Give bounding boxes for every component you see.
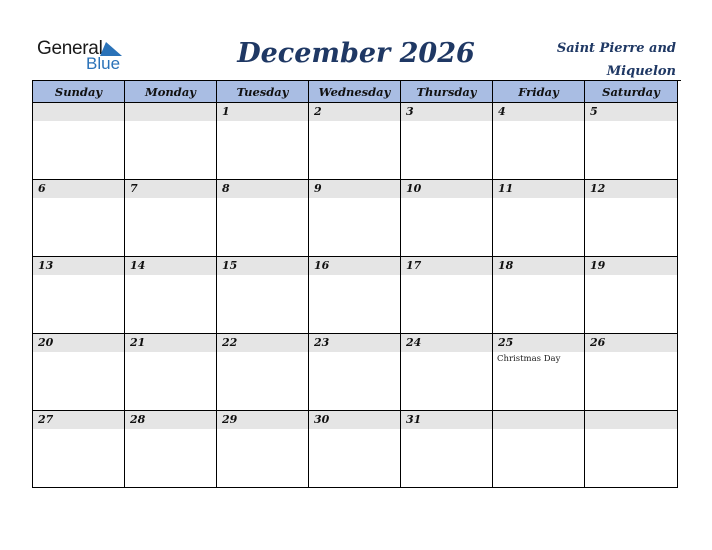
calendar-grid <box>32 80 681 488</box>
day-cell <box>493 103 585 180</box>
day-cell <box>493 180 585 257</box>
day-number: 17 <box>406 259 422 272</box>
day-cell <box>493 257 585 334</box>
day-cell <box>217 334 309 411</box>
day-cell <box>585 103 678 180</box>
day-cell <box>217 180 309 257</box>
day-bar <box>493 103 584 121</box>
day-number: 23 <box>314 336 330 349</box>
day-number: 28 <box>130 413 146 426</box>
day-bar <box>217 103 308 121</box>
day-number: 15 <box>222 259 238 272</box>
day-cell <box>33 103 125 180</box>
day-cell <box>309 103 401 180</box>
weekday-header: Saturday <box>585 81 678 103</box>
week-row <box>33 257 681 334</box>
day-bar <box>493 411 584 429</box>
day-number: 8 <box>222 182 230 195</box>
week-row <box>33 411 681 488</box>
day-cell <box>309 180 401 257</box>
day-number: 22 <box>222 336 238 349</box>
day-number: 7 <box>130 182 138 195</box>
day-number: 1 <box>222 105 230 118</box>
day-cell <box>125 334 217 411</box>
weekday-header: Friday <box>493 81 585 103</box>
day-number: 12 <box>590 182 606 195</box>
day-number: 9 <box>314 182 322 195</box>
day-cell <box>401 257 493 334</box>
day-bar <box>309 180 400 198</box>
day-number: 24 <box>406 336 422 349</box>
day-cell <box>585 334 678 411</box>
day-cell <box>401 103 493 180</box>
day-bar <box>33 103 124 121</box>
day-number: 25 <box>498 336 514 349</box>
logo-word-blue: Blue <box>86 54 121 73</box>
day-cell <box>493 334 585 411</box>
day-number: 30 <box>314 413 330 426</box>
day-cell <box>401 411 493 488</box>
day-bar <box>33 180 124 198</box>
day-cell <box>585 257 678 334</box>
day-cell <box>309 257 401 334</box>
weekday-header-row <box>33 81 681 103</box>
day-cell <box>33 180 125 257</box>
weekday-header: Monday <box>125 81 217 103</box>
day-cell <box>125 257 217 334</box>
day-number: 11 <box>498 182 514 195</box>
day-number: 10 <box>406 182 422 195</box>
day-cell <box>33 411 125 488</box>
day-cell <box>309 334 401 411</box>
day-bar <box>217 180 308 198</box>
week-row <box>33 180 681 257</box>
day-number: 26 <box>590 336 606 349</box>
day-number: 31 <box>406 413 422 426</box>
logo-word-general: General <box>37 38 103 59</box>
day-cell <box>217 411 309 488</box>
day-number: 14 <box>130 259 146 272</box>
day-number: 4 <box>498 105 506 118</box>
day-number: 21 <box>130 336 146 349</box>
day-cell <box>217 257 309 334</box>
day-bar <box>585 411 677 429</box>
weekday-header: Tuesday <box>217 81 309 103</box>
day-cell <box>493 411 585 488</box>
day-cell <box>125 411 217 488</box>
day-number: 20 <box>38 336 54 349</box>
day-bar <box>401 103 492 121</box>
day-cell <box>585 411 678 488</box>
day-cell <box>401 334 493 411</box>
day-number: 5 <box>590 105 598 118</box>
region-name: Saint Pierre and Miquelon <box>556 41 676 79</box>
day-bar <box>585 103 677 121</box>
day-number: 6 <box>38 182 46 195</box>
day-cell <box>585 180 678 257</box>
day-number: 13 <box>38 259 54 272</box>
day-bar <box>125 103 216 121</box>
weekday-header: Sunday <box>33 81 125 103</box>
day-bar <box>125 180 216 198</box>
day-number: 16 <box>314 259 330 272</box>
week-row <box>33 334 681 411</box>
day-number: 19 <box>590 259 606 272</box>
weekday-header: Wednesday <box>309 81 401 103</box>
weekday-header: Thursday <box>401 81 493 103</box>
day-cell <box>125 180 217 257</box>
calendar-title: December 2026 <box>237 38 475 69</box>
day-number: 27 <box>38 413 54 426</box>
day-cell <box>217 103 309 180</box>
day-cell <box>125 103 217 180</box>
day-number: 3 <box>406 105 414 118</box>
day-number: 2 <box>314 105 322 118</box>
day-number: 18 <box>498 259 514 272</box>
day-cell <box>309 411 401 488</box>
generalblue-logo <box>37 38 137 74</box>
day-cell <box>33 257 125 334</box>
day-bar <box>309 103 400 121</box>
day-cell <box>33 334 125 411</box>
holiday-label: Christmas Day <box>497 354 561 364</box>
day-cell <box>401 180 493 257</box>
week-row <box>33 103 681 180</box>
day-number: 29 <box>222 413 238 426</box>
